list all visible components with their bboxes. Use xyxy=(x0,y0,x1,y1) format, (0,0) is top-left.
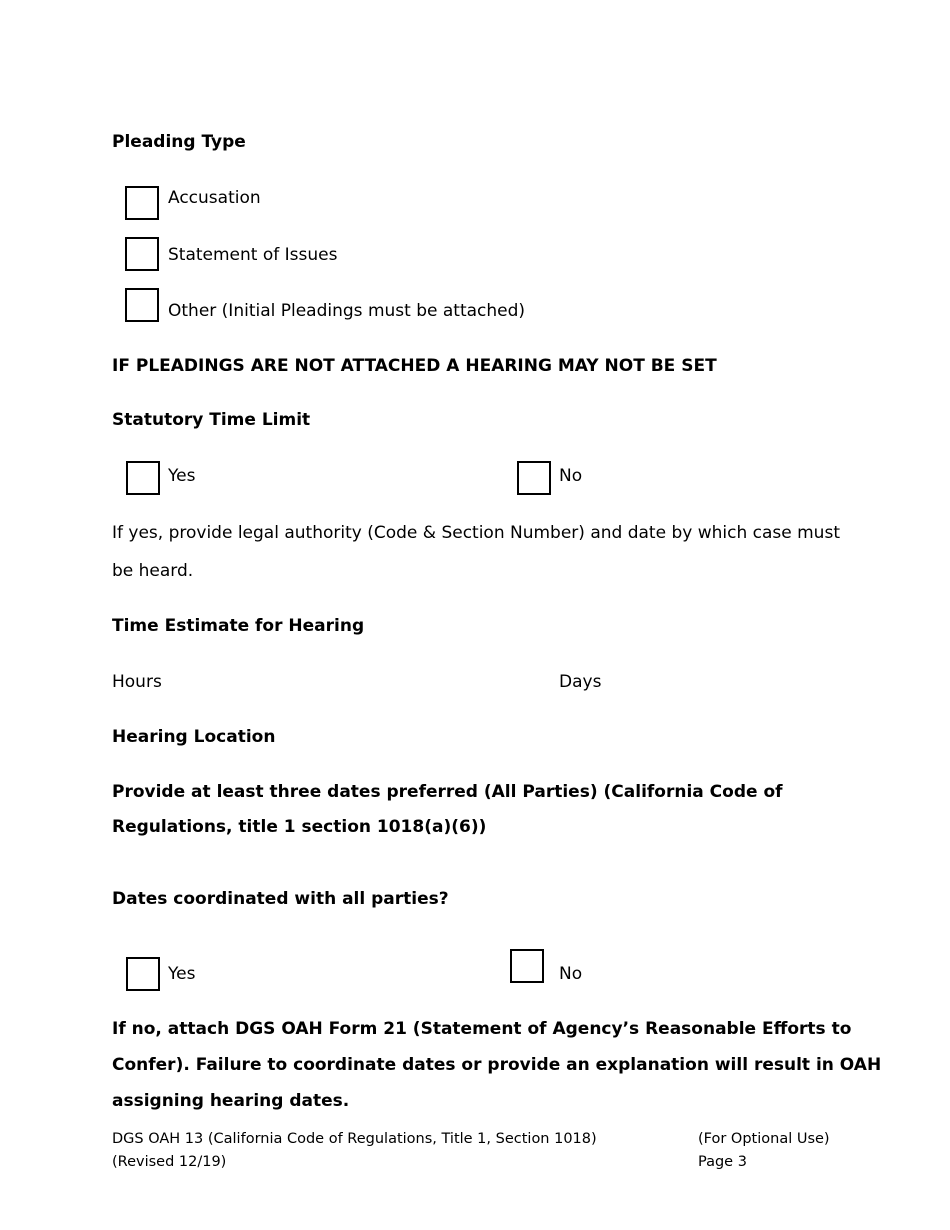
accusation-label: Accusation xyxy=(168,188,261,208)
footer-optional-use: (For Optional Use) xyxy=(698,1131,830,1147)
pleadings-warning: IF PLEADINGS ARE NOT ATTACHED A HEARING MAY NOT BE SET xyxy=(112,356,717,376)
accusation-checkbox[interactable] xyxy=(125,186,159,220)
other-pleading-label: Other (Initial Pleadings must be attached) xyxy=(168,301,526,321)
hearing-location-heading: Hearing Location xyxy=(112,727,276,747)
statutory-yes-label: Yes xyxy=(168,466,196,486)
footer-page-number: Page 3 xyxy=(698,1154,747,1170)
preferred-dates-instruction-line2: Regulations, title 1 section 1018(a)(6)) xyxy=(112,817,487,837)
preferred-dates-instruction-line1: Provide at least three dates preferred (All Parties) (California Code of xyxy=(112,782,783,802)
legal-authority-instruction-line2: be heard. xyxy=(112,561,194,581)
legal-authority-instruction-line1: If yes, provide legal authority (Code & Section Number) and date by which case must xyxy=(112,523,840,543)
hours-label: Hours xyxy=(112,672,162,692)
statutory-time-limit-heading: Statutory Time Limit xyxy=(112,410,311,430)
other-pleading-checkbox[interactable] xyxy=(125,288,159,322)
form21-note-line1: If no, attach DGS OAH Form 21 (Statement of Agency’s Reasonable Efforts to xyxy=(112,1019,852,1039)
footer-form-id: DGS OAH 13 (California Code of Regulations, Title 1, Section 1018) xyxy=(112,1131,597,1147)
statutory-no-checkbox[interactable] xyxy=(517,461,551,495)
coordinated-yes-label: Yes xyxy=(168,964,196,984)
coordinated-yes-checkbox[interactable] xyxy=(126,957,160,991)
statutory-no-label: No xyxy=(559,466,583,486)
days-label: Days xyxy=(559,672,602,692)
coordinated-no-checkbox[interactable] xyxy=(510,949,544,983)
footer-revised: (Revised 12/19) xyxy=(112,1154,227,1170)
coordinated-no-label: No xyxy=(559,964,583,984)
statement-of-issues-checkbox[interactable] xyxy=(125,237,159,271)
statement-of-issues-label: Statement of Issues xyxy=(168,245,338,265)
time-estimate-heading: Time Estimate for Hearing xyxy=(112,616,365,636)
statutory-yes-checkbox[interactable] xyxy=(126,461,160,495)
form21-note-line2: Confer). Failure to coordinate dates or provide an explanation will result in OAH xyxy=(112,1055,882,1075)
form21-note-line3: assigning hearing dates. xyxy=(112,1091,350,1111)
pleading-type-heading: Pleading Type xyxy=(112,132,246,152)
dates-coordinated-question: Dates coordinated with all parties? xyxy=(112,889,449,909)
